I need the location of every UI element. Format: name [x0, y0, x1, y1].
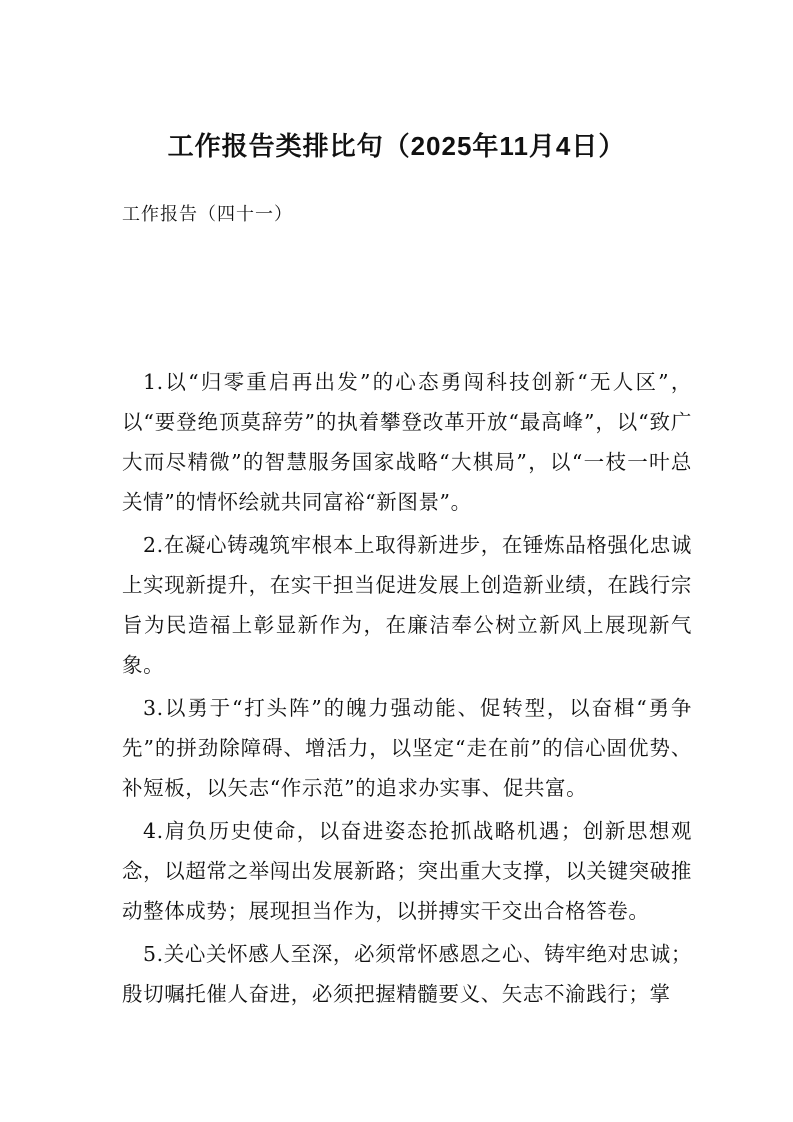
paragraph-4: 4.肩负历史使命，以奋进姿态抢抓战略机遇；创新思想观念，以超常之举闯出发展新路；突出重大支撑，以关键突破推动整体成势；展现担当作为，以拼搏实干交出合格答卷。	[122, 819, 692, 923]
paragraph-5: 5.关心关怀感人至深，必须常怀感恩之心、铸牢绝对忠诚；殷切嘱托催人奋进，必须把握精髓要义、矢志不渝践行；掌	[122, 942, 692, 1006]
document-body	[122, 362, 692, 1017]
document-title: 工作报告类排比句（2025年11月4日）	[167, 131, 626, 161]
document-subtitle: 工作报告（四十一）	[122, 204, 293, 225]
paragraph-1: 1.以“归零重启再出发”的心态勇闯科技创新“无人区”，以“要登绝顶莫辞劳”的执着攀登改革开放“最高峰”，以“致广大而尽精微”的智慧服务国家战略“大棋局”，以“一枝一叶总关情”的情怀绘就共同富裕“新图景”。	[122, 370, 692, 514]
paragraph-3: 3.以勇于“打头阵”的魄力强动能、促转型，以奋楫“勇争先”的拼劲除障碍、增活力，以坚定“走在前”的信心固优势、补短板，以矢志“作示范”的追求办实事、促共富。	[122, 696, 692, 800]
paragraph-2: 2.在凝心铸魂筑牢根本上取得新进步，在锤炼品格强化忠诚上实现新提升，在实干担当促进发展上创造新业绩，在践行宗旨为民造福上彰显新作为，在廉洁奉公树立新风上展现新气象。	[122, 533, 692, 677]
